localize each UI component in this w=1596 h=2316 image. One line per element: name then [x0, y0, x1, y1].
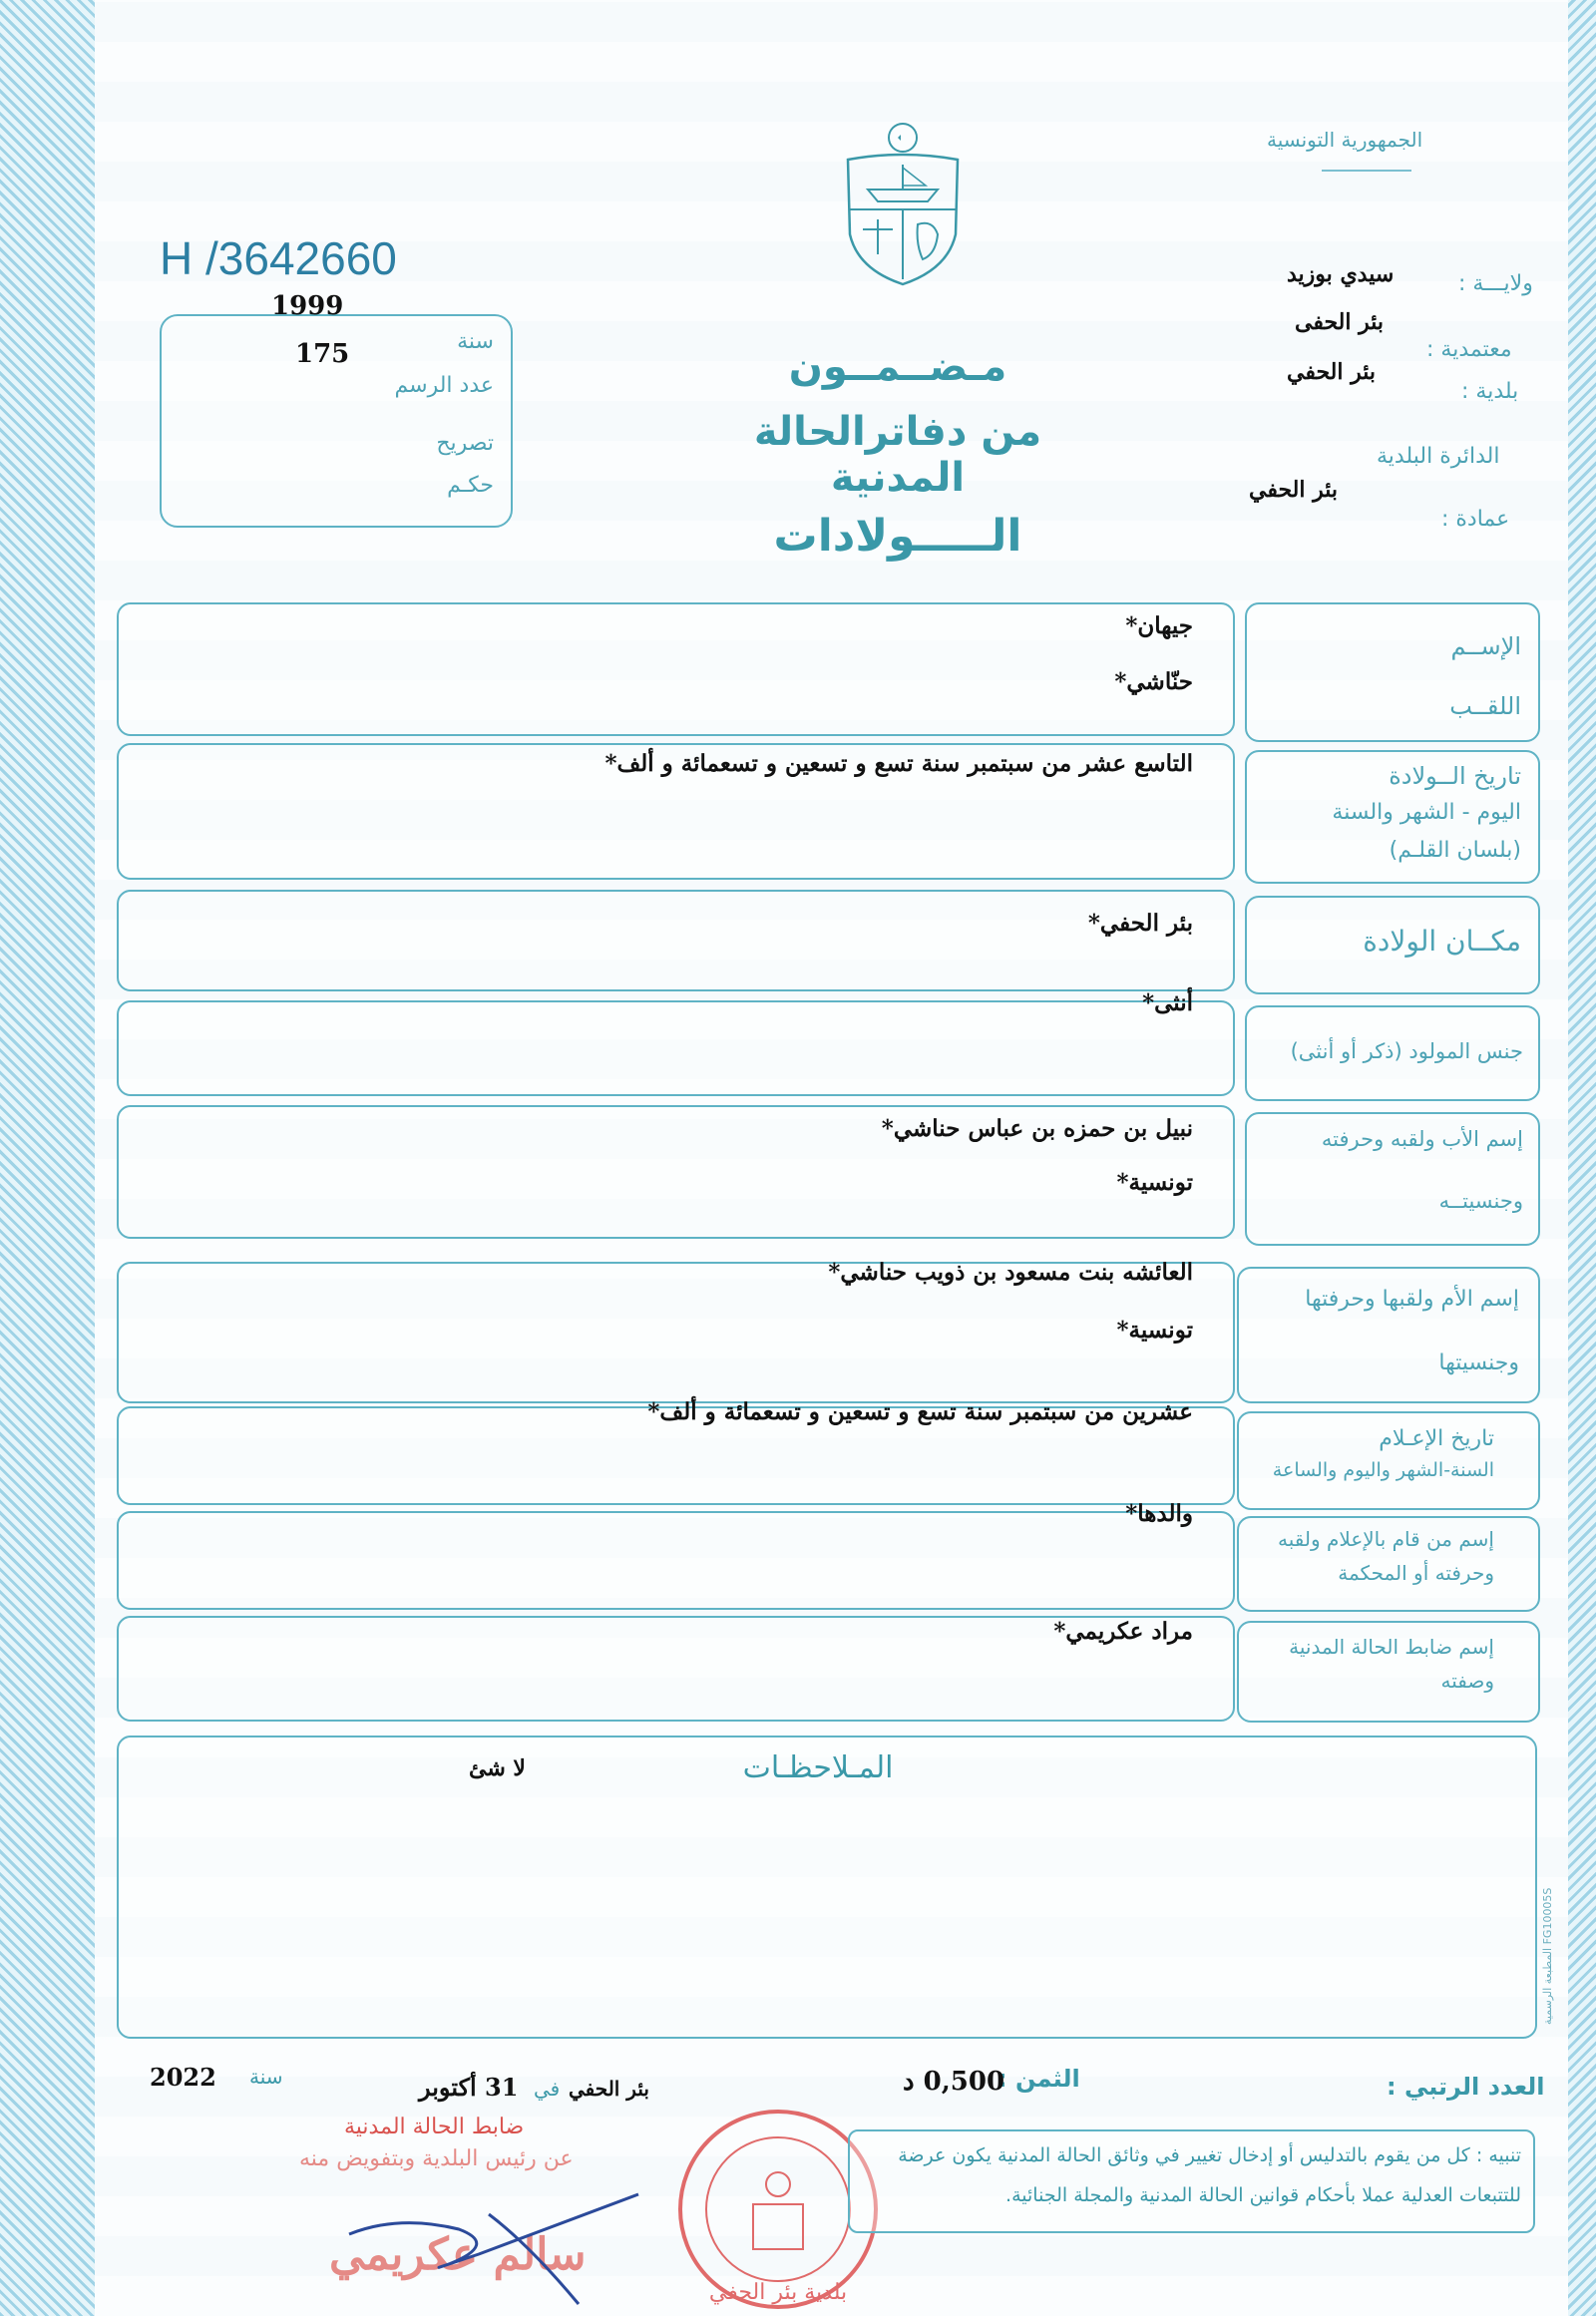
divider [1322, 170, 1411, 172]
label-father-nationality: وجنسيتــه [1438, 1189, 1523, 1213]
issue-year-label: سنة [249, 2065, 283, 2089]
printer-mark: المطبعة الرسمية FG10005S [1541, 1887, 1554, 2025]
label-father: إسم الأب ولقبه وحرفته [1321, 1127, 1523, 1151]
label-mother-nationality: وجنسيتها [1438, 1351, 1519, 1375]
imada-label: عمادة : [1441, 507, 1510, 532]
register-number: H /3642660 [160, 232, 397, 284]
value-birth-date: التاسع عشر من سبتمبر سنة تسع و تسعين و تسعمائة و ألف* [604, 750, 1193, 777]
label-officer-title: وصفته [1440, 1669, 1494, 1693]
value-mother-nationality: تونسية* [1116, 1317, 1193, 1344]
register-act-number-label: عدد الرسم [394, 373, 494, 398]
officer-stamp-line1: ضابط الحالة المدنية [344, 2115, 525, 2139]
section-title-births: الـــــولادات [773, 511, 1022, 562]
imada-value: بئر الحفي [1249, 477, 1339, 503]
value-box-sex [117, 1000, 1235, 1096]
officer-stamp-line2: عن رئيس البلدية وبتفويض منه [299, 2146, 574, 2171]
value-father-nationality: تونسية* [1116, 1169, 1193, 1196]
value-last-name: حنّاشي* [1114, 668, 1193, 695]
remarks-value: لا شئ [469, 1755, 526, 1781]
value-declaration-date: عشرين من سبتمبر سنة تسع و تسعين و تسعمائة و ألف* [647, 1398, 1193, 1425]
price-value: 0,500 د [903, 2067, 1005, 2097]
label-last-name: اللقــب [1449, 692, 1521, 720]
municipality-value: بئر الحفي [1287, 359, 1377, 385]
label-sex: جنس المولود (ذكر أو أنثى) [1290, 1039, 1523, 1063]
decorative-border-left [0, 0, 95, 2316]
label-declarant: إسم من قام بالإعلام ولقبه [1278, 1527, 1494, 1551]
value-box-birth-place [117, 890, 1235, 991]
value-officer: مراد عكريمي* [1053, 1618, 1193, 1645]
document-title: مـضــمــون [788, 344, 1007, 390]
document-subtitle: من دفاترالحالة المدنية [753, 409, 1042, 501]
officer-signature [339, 2174, 658, 2314]
price-label: الثمن : [998, 2065, 1080, 2093]
issue-in-label: في [534, 2077, 561, 2101]
label-officer: إسم ضابط الحالة المدنية [1289, 1635, 1494, 1659]
register-act-number-value: 175 [295, 339, 350, 369]
decorative-border-right [1568, 0, 1596, 2316]
issue-year-value: 2022 [150, 2063, 216, 2092]
value-mother: العائشه بنت مسعود بن ذويب حناشي* [828, 1259, 1193, 1286]
warning-line1: تنبيه : كل من يقوم بالتدليس أو إدخال تغيير في وثائق الحالة المدنية يكون عرضة [898, 2144, 1521, 2166]
district-label: الدائرة البلدية [1377, 444, 1500, 469]
value-box-declarant [117, 1511, 1235, 1610]
register-year-label: سنة [457, 329, 494, 354]
value-father: نبيل بن حمزه بن عباس حناشي* [881, 1115, 1193, 1142]
value-box-name [117, 602, 1235, 736]
value-sex: أنثى* [1142, 989, 1193, 1016]
label-birth-date-note: (بلسان القلـم) [1389, 838, 1521, 863]
stamp-text: بلدية بئر الحفي [708, 2280, 848, 2305]
label-first-name: الإســم [1450, 632, 1521, 660]
issue-place-value: بئر الحفي [569, 2077, 649, 2101]
label-declarant-profession: وحرفته أو المحكمة [1338, 1561, 1494, 1585]
republic-label: الجمهورية التونسية [1267, 128, 1423, 152]
label-declaration-date: تاريخ الإعـلام [1379, 1426, 1494, 1451]
serial-number-label: العدد الرتبي : [1387, 2073, 1545, 2101]
issue-date-value: 31 أكتوبر [419, 2073, 519, 2102]
value-first-name: جيهان* [1125, 612, 1193, 639]
label-mother: إسم الأم ولقبها وحرفتها [1305, 1287, 1519, 1312]
tunisia-coat-of-arms-emblem [838, 120, 968, 289]
value-declarant: والدها* [1125, 1500, 1193, 1527]
label-birth-place: مكــان الولادة [1363, 925, 1521, 958]
wilaya-value: سيدي بوزيد [1287, 261, 1395, 287]
label-birth-date-format: اليوم - الشهر والسنة [1332, 800, 1521, 825]
register-judgment-label: حكـم [447, 473, 494, 498]
register-year-value: 1999 [271, 291, 344, 321]
wilaya-label: ولايـــة : [1458, 271, 1533, 296]
delegation-value: بئر الحفى [1295, 309, 1385, 335]
remarks-label: المـلاحظـات [742, 1750, 894, 1785]
delegation-label: معتمدية : [1426, 337, 1512, 362]
register-declaration-label: تصريح [436, 431, 494, 456]
label-declaration-date-format: السنة-الشهر واليوم والساعة [1272, 1459, 1494, 1481]
officer-signature-name: سالم عكريمي [329, 2229, 587, 2280]
warning-line2: للتتبعات العدلية عملا بأحكام قوانين الحالة المدنية والمجلة الجنائية. [1005, 2184, 1521, 2206]
value-birth-place: بئر الحفي* [1087, 910, 1193, 937]
municipality-label: بلدية : [1461, 379, 1519, 404]
register-number-prefix [160, 231, 397, 285]
label-birth-date: تاريخ الــولادة [1389, 762, 1521, 790]
